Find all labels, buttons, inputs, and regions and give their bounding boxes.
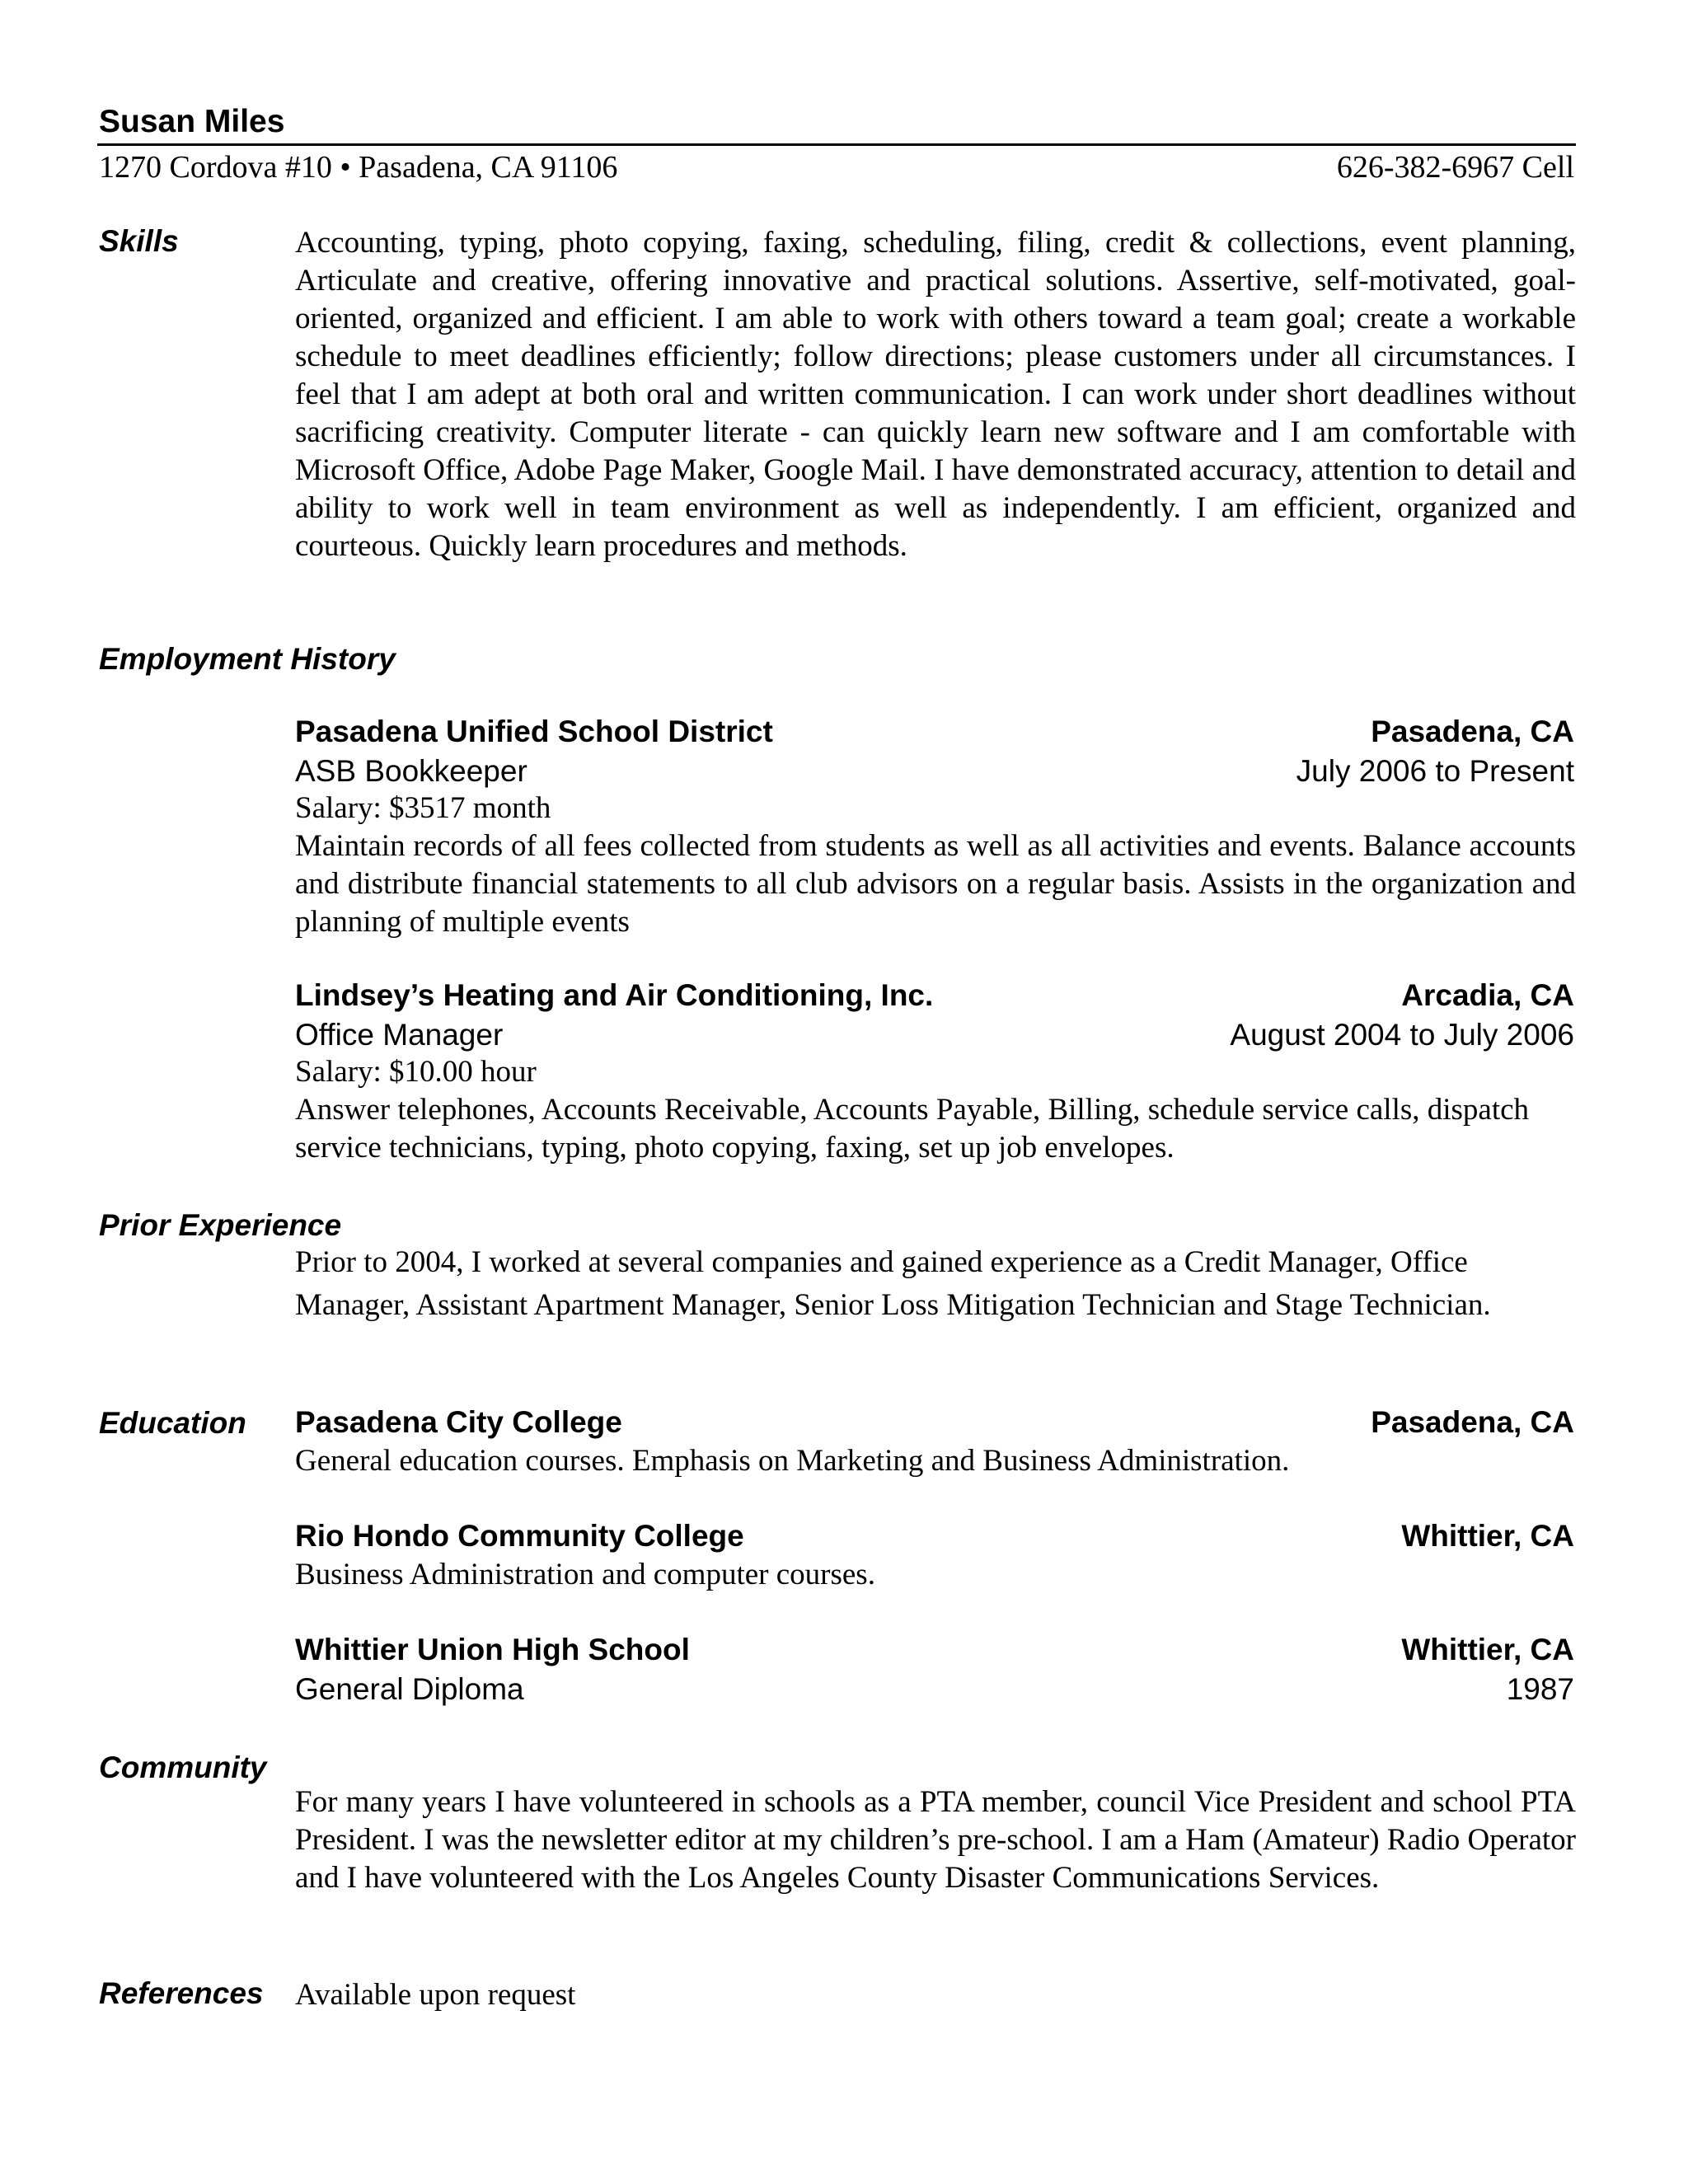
section-label-skills: Skills: [99, 224, 179, 258]
community-text: For many years I have volunteered in schools as a PTA member, council Vice President and school PTA President. I was the newsletter editor at my children’s pre-school. I am a Ham (Amateur) Radio Operator and I have volunteered with the Los Angeles County Disaster Communications Services.: [295, 1785, 1576, 1895]
employer-name: Lindsey’s Heating and Air Conditioning, Inc.: [295, 978, 934, 1012]
section-label-prior-experience: Prior Experience: [99, 1208, 342, 1242]
school-location: Pasadena, CA: [1371, 1405, 1574, 1439]
employer-name: Pasadena Unified School District: [295, 715, 773, 748]
section-label-community: Community: [99, 1750, 267, 1784]
candidate-name: Susan Miles: [99, 104, 285, 139]
contact-line: [99, 147, 1574, 188]
school-name: Whittier Union High School: [295, 1633, 690, 1666]
job-header: [295, 712, 1574, 752]
school-location: Whittier, CA: [1401, 1633, 1574, 1666]
job-title: Office Manager: [295, 1018, 504, 1052]
graduation-year: 1987: [1506, 1672, 1574, 1706]
skills-text: Accounting, typing, photo copying, faxing, scheduling, filing, credit & collections, event planning, Articulate and creative, offering innovative and practical solutions. Assertive, self-motivated, goal-oriented, organized and efficient. I am able to work with others toward a team goal; create a workable schedule to meet deadlines efficiently; follow directions; please customers under all circumstances. I feel that I am adept at both oral and written communication. I can work under short deadlines without sacrificing creativity. Computer literate - can quickly learn new software and I am comfortable with Microsoft Office, Adobe Page Maker, Google Mail. I have demonstrated accuracy, attention to detail and ability to work well in team environment as well as independently. I am efficient, organized and courteous. Quickly learn procedures and methods.: [295, 226, 1576, 563]
job-dates: July 2006 to Present: [1296, 754, 1574, 788]
job-location: Pasadena, CA: [1371, 715, 1574, 748]
job-description: Maintain records of all fees collected from students as well as all activities and events. Balance accounts and distribute financial statements to all club advisors on a regular basis. Assists in the organization and planning of multiple events: [295, 829, 1576, 939]
school-name: Rio Hondo Community College: [295, 1519, 744, 1553]
school-name: Pasadena City College: [295, 1405, 622, 1439]
job-salary: Salary: $10.00 hour: [295, 1055, 537, 1089]
section-label-education: Education: [99, 1406, 246, 1440]
section-label-employment: Employment History: [99, 642, 396, 676]
job-salary: Salary: $3517 month: [295, 791, 551, 825]
job-title: ASB Bookkeeper: [295, 754, 528, 788]
references-text: Available upon request: [295, 1978, 576, 2012]
school-detail-row: [295, 1670, 1574, 1709]
section-label-references: References: [99, 1976, 264, 2010]
school-detail: Business Administration and computer courses.: [295, 1558, 875, 1591]
job-title-row: [295, 1015, 1574, 1055]
school-location: Whittier, CA: [1401, 1519, 1574, 1553]
header-rule: [97, 143, 1576, 146]
school-detail: General education courses. Emphasis on Marketing and Business Administration.: [295, 1444, 1290, 1478]
job-title-row: [295, 752, 1574, 791]
job-description: Answer telephones, Accounts Receivable, Accounts Payable, Billing, schedule service calls, dispatch service technicians, typing, photo copying, faxing, set up job envelopes.: [295, 1093, 1530, 1165]
school-header: [295, 1403, 1574, 1442]
job-location: Arcadia, CA: [1401, 978, 1574, 1012]
school-detail: General Diploma: [295, 1672, 524, 1706]
school-header: [295, 1516, 1574, 1556]
address: 1270 Cordova #10 • Pasadena, CA 91106: [99, 150, 618, 185]
job-dates: August 2004 to July 2006: [1230, 1018, 1574, 1052]
job-header: [295, 976, 1574, 1015]
prior-experience-text: Prior to 2004, I worked at several companies and gained experience as a Credit Manager, Office Manager, Assistant Apartment Manager, Senior Loss Mitigation Technician and Stage Technician.: [295, 1245, 1491, 1322]
phone: 626-382-6967 Cell: [1336, 150, 1574, 185]
school-header: [295, 1630, 1574, 1670]
